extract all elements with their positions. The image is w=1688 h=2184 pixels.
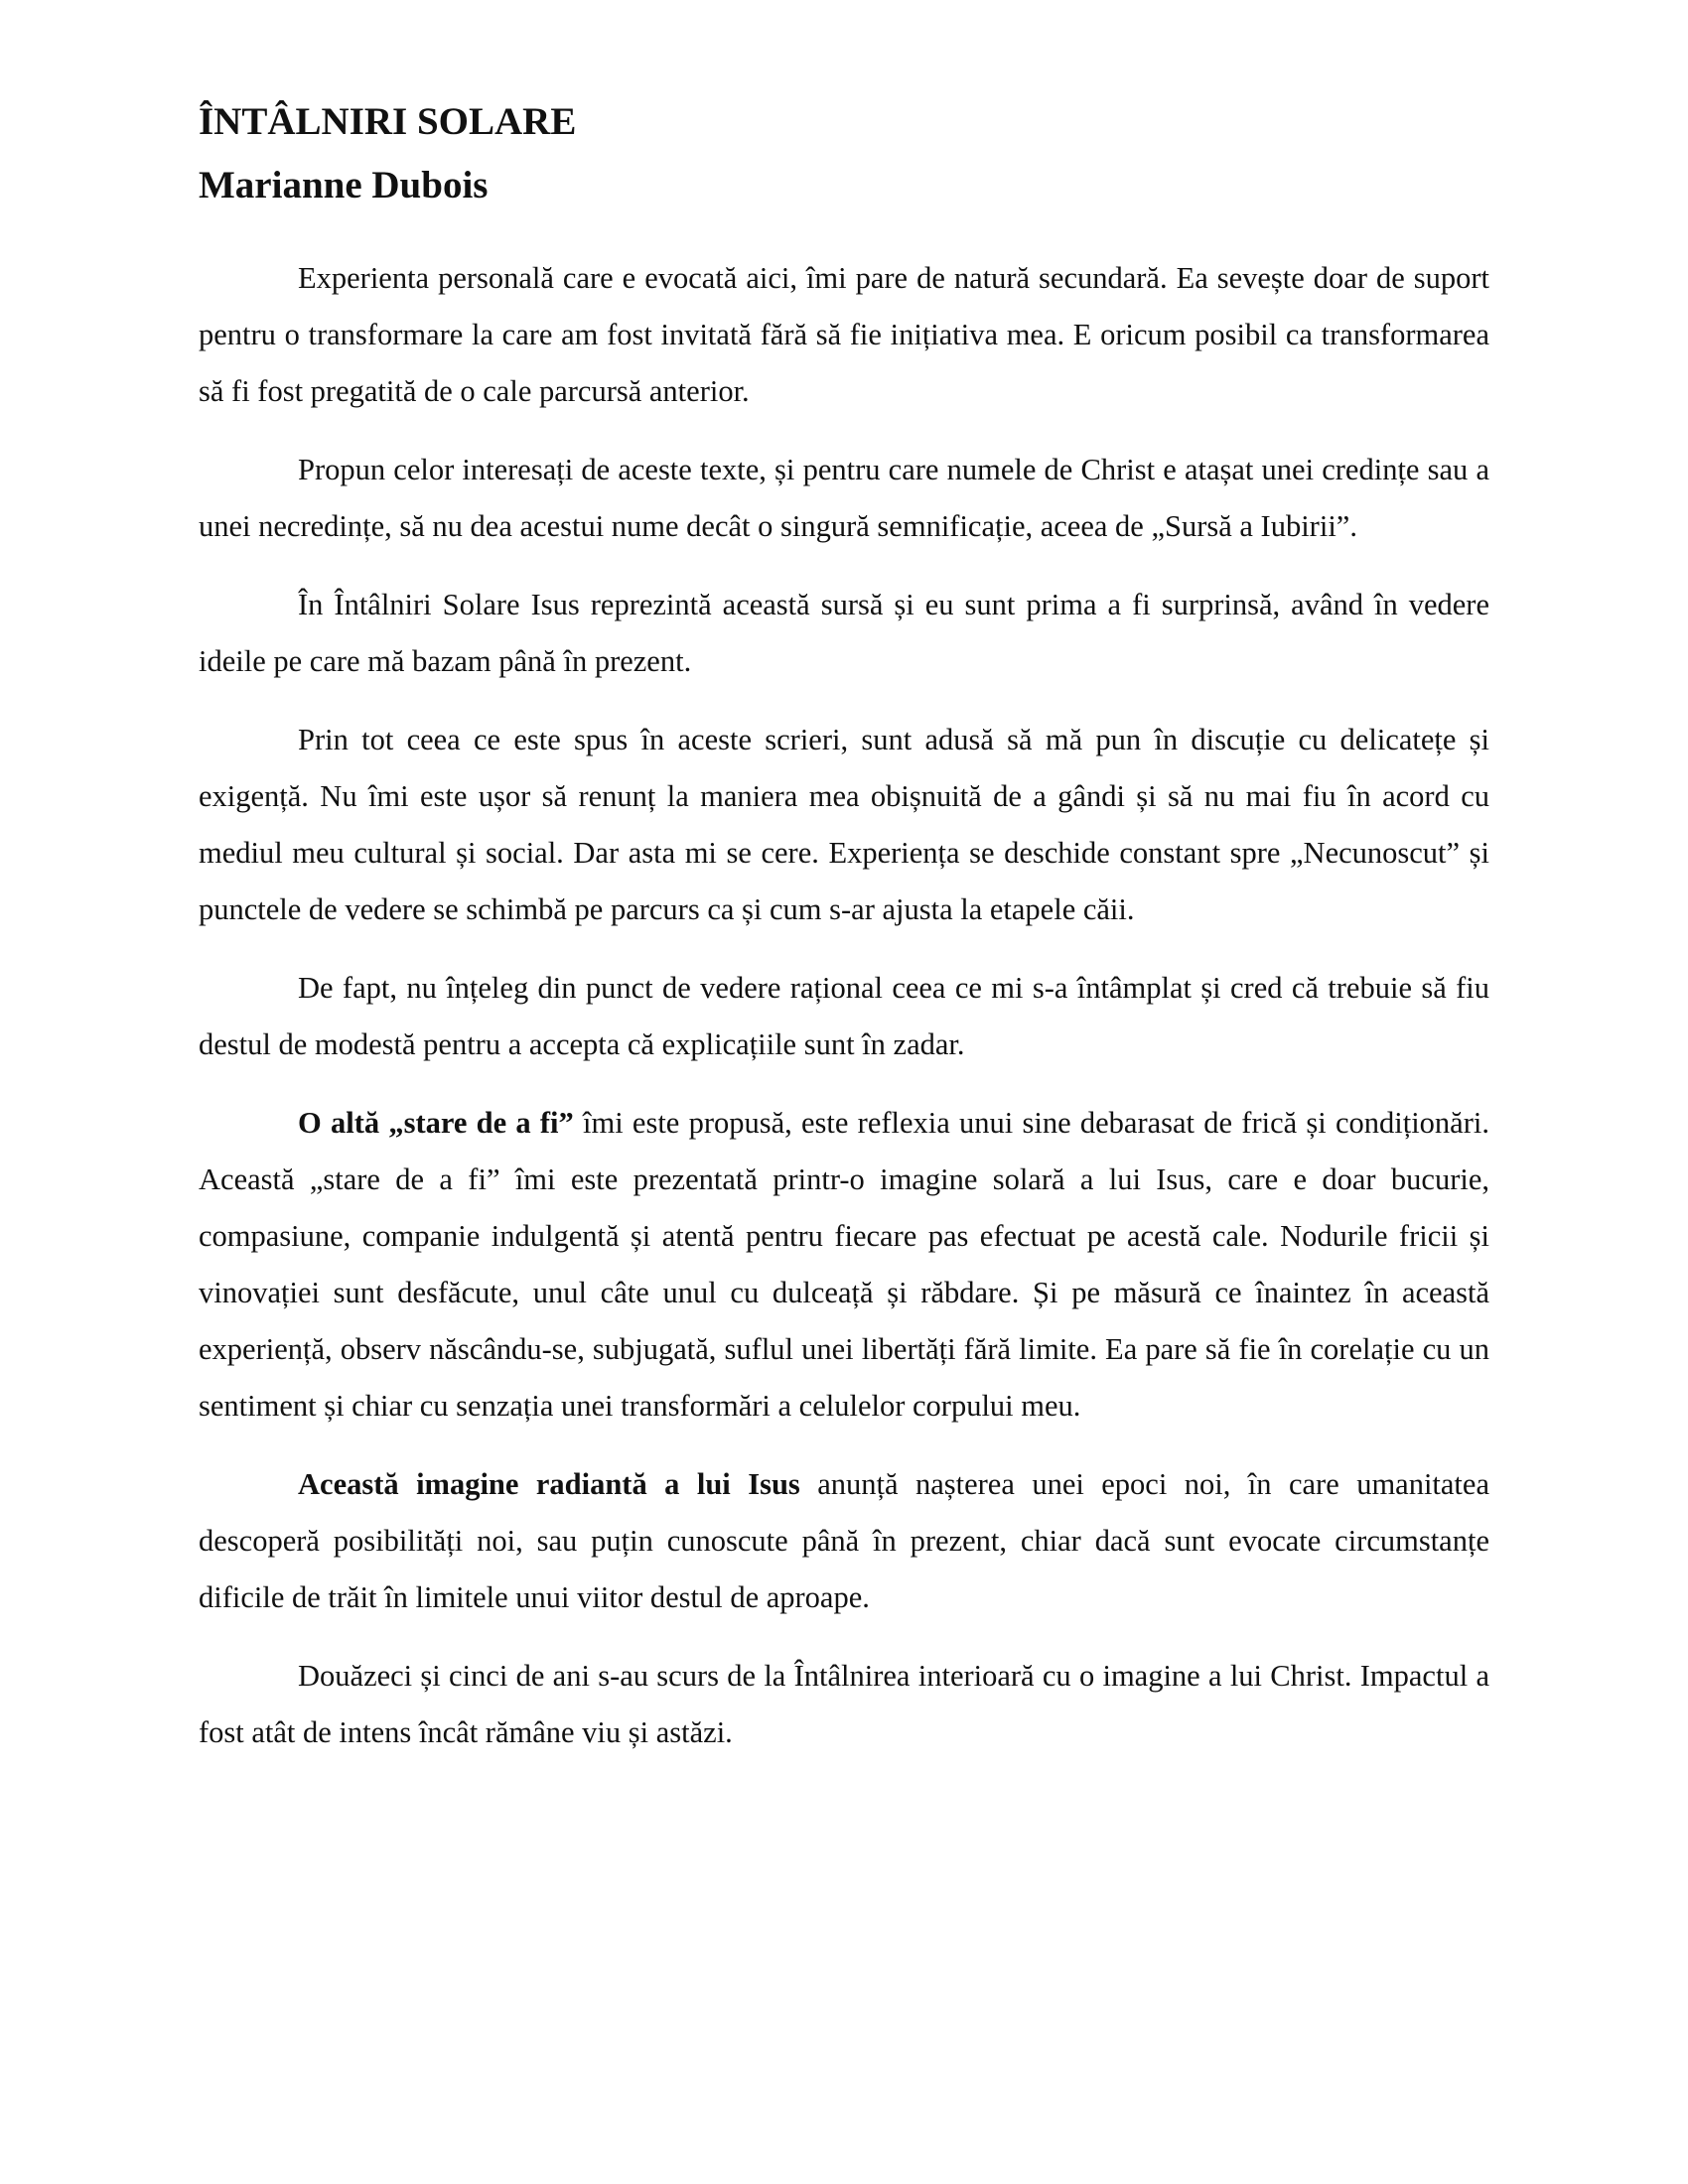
document-page — [199, 97, 1489, 1783]
paragraph-text: Douăzeci și cinci de ani s-au scurs de la Întâlnirea interioară cu o imagine a lui Christ. Impactul a fost atât de intens încât rămâne viu și astăzi. — [199, 1659, 1489, 1749]
paragraph-text: De fapt, nu înțeleg din punct de vedere rațional ceea ce mi s-a întâmplat și cred că trebuie să fiu destul de modestă pentru a accepta că explicațiile sunt în zadar. — [199, 971, 1489, 1061]
paragraph-5 — [199, 960, 1489, 1073]
paragraph-text: Propun celor interesați de aceste texte, și pentru care numele de Christ e atașat unei credințe sau a unei necredințe, să nu dea acestui nume decât o singură semnificație, aceea de „Sursă a Iubirii”. — [199, 453, 1489, 543]
paragraph-3 — [199, 577, 1489, 690]
paragraph-text: În Întâlniri Solare Isus reprezintă această sursă și eu sunt prima a fi surprinsă, având în vedere ideile pe care mă bazam până în prezent. — [199, 588, 1489, 678]
paragraph-2 — [199, 442, 1489, 555]
paragraph-6 — [199, 1095, 1489, 1434]
paragraph-text: Experienta personală care e evocată aici, îmi pare de natură secundară. Ea sevește doar de suport pentru o transformare la care am fost invitată fără să fie inițiativa mea. E oricum posibil ca transformarea să fi fost pregatită de o cale parcursă anterior. — [199, 261, 1489, 408]
paragraph-7 — [199, 1456, 1489, 1626]
paragraph-bold-lead: O altă „stare de a fi” — [298, 1106, 574, 1140]
paragraph-8 — [199, 1648, 1489, 1761]
paragraph-bold-lead: Această imagine radiantă a lui Isus — [298, 1467, 800, 1501]
paragraph-4 — [199, 712, 1489, 938]
document-author: Marianne Dubois — [199, 164, 489, 206]
paragraph-text: îmi este propusă, este reflexia unui sine debarasat de frică și condiționări. Această „stare de a fi” îmi este prezentată printr-o imagine solară a lui Isus, care e doar bucurie, compasiune, companie indulgentă și atentă pentru fiecare pas efectuat pe acestă cale. Nodurile fricii și vinovației sunt desfăcute, unul câte unul cu dulceață și răbdare. Și pe măsură ce înaintez în această experiență, observ născându-se, subjugată, suflul unei libertăți fără limite. Ea pare să fie în corelație cu un sentiment și chiar cu senzația unei transformări a celulelor corpului meu. — [199, 1106, 1489, 1423]
paragraph-text: anunță nașterea unei epoci noi, în care umanitatea descoperă posibilități noi, sau puțin cunoscute până în prezent, chiar dacă sunt evocate circumstanțe dificile de trăit în limitele unui viitor destul de aproape. — [199, 1467, 1489, 1614]
document-title: ÎNTÂLNIRI SOLARE — [199, 100, 577, 143]
paragraph-text: Prin tot ceea ce este spus în aceste scrieri, sunt adusă să mă pun în discuție cu delicatețe și exigență. Nu îmi este ușor să renunț la maniera mea obișnuită de a gândi și să nu mai fiu în acord cu mediul meu cultural și social. Dar asta mi se cere. Experiența se deschide constant spre „Necunoscut” și punctele de vedere se schimbă pe parcurs ca și cum s-ar ajusta la etapele căii. — [199, 723, 1489, 926]
paragraph-1 — [199, 250, 1489, 420]
